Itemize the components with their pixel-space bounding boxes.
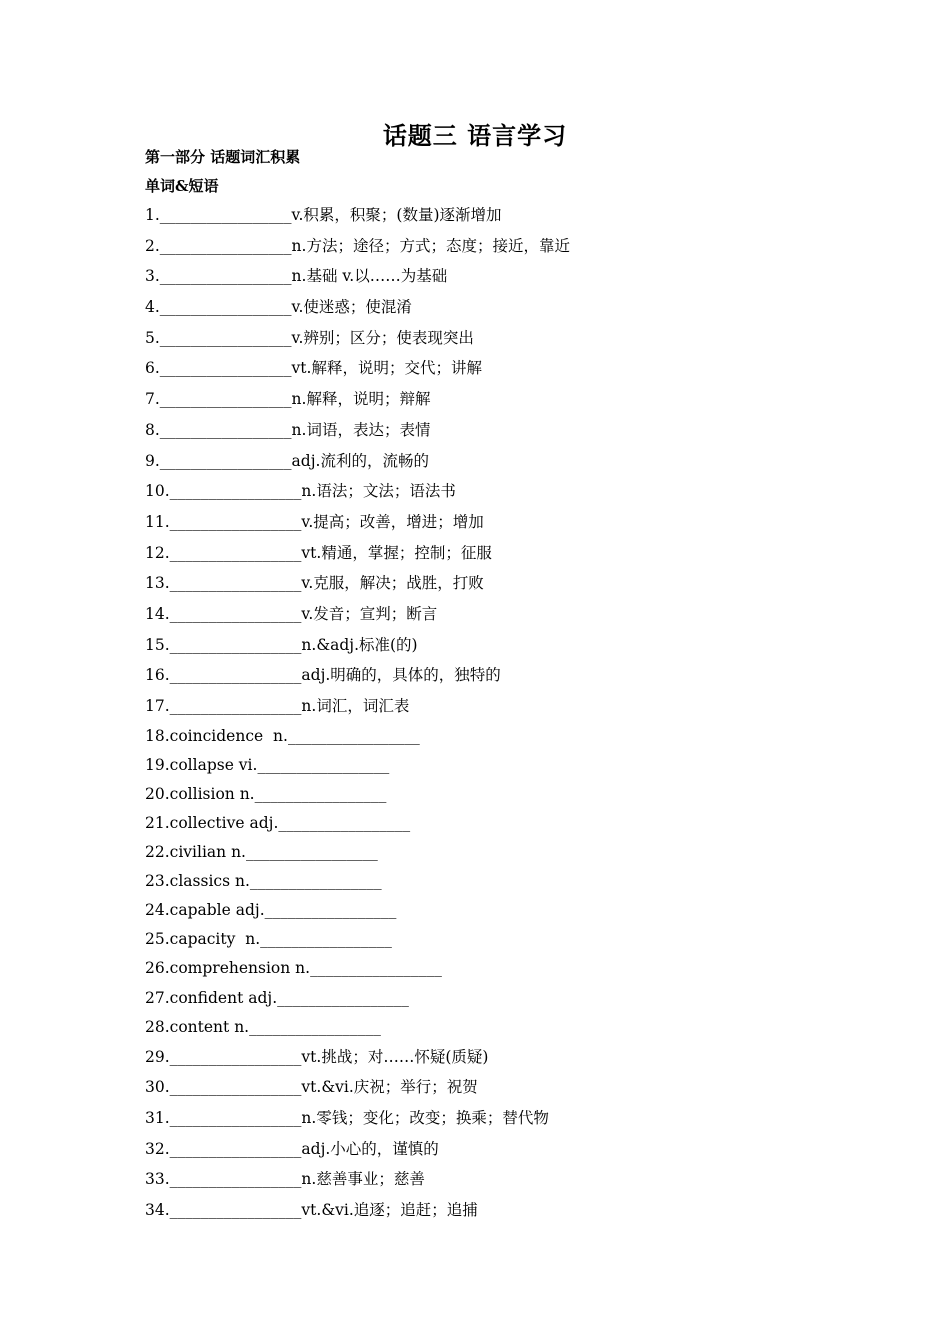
list-item <box>145 261 845 292</box>
answer-blank[interactable]: _________________ <box>249 1017 381 1036</box>
answer-blank[interactable]: _________________ <box>257 755 390 774</box>
answer-blank[interactable]: _________________ <box>169 635 302 654</box>
item-word: collective adj. <box>169 813 279 832</box>
answer-blank[interactable]: _________________ <box>169 574 302 593</box>
answer-blank[interactable]: _________________ <box>159 298 292 317</box>
list-item <box>145 722 845 751</box>
answer-blank[interactable]: _________________ <box>249 872 382 891</box>
answer-blank[interactable]: _________________ <box>169 543 302 562</box>
answer-blank[interactable]: _________________ <box>169 666 302 685</box>
subsection-heading: 单词&短语 <box>145 177 219 195</box>
answer-blank[interactable]: _________________ <box>260 930 392 949</box>
list-item <box>145 200 845 231</box>
item-word: classics n. <box>169 872 250 891</box>
item-number: 28. <box>145 1017 170 1036</box>
item-number: 8. <box>145 420 160 439</box>
item-definition: n.零钱；变化；改变；换乘；替代物 <box>301 1109 549 1128</box>
item-number: 29. <box>145 1047 170 1066</box>
item-number: 26. <box>145 959 170 978</box>
list-item <box>145 507 845 538</box>
list-item <box>145 599 845 630</box>
vocab-group-definitions <box>145 200 845 722</box>
list-item <box>145 751 845 780</box>
item-word: capable adj. <box>169 901 265 920</box>
item-definition: adj.小心的，谨慎的 <box>301 1139 439 1158</box>
list-item <box>145 353 845 384</box>
item-number: 4. <box>145 298 160 317</box>
list-item <box>145 1103 845 1134</box>
item-definition: v.辨别；区分；使表现突出 <box>291 328 474 347</box>
item-number: 7. <box>145 390 160 409</box>
list-item <box>145 231 845 262</box>
item-word: confident adj. <box>169 988 278 1007</box>
list-item <box>145 476 845 507</box>
item-number: 13. <box>145 574 170 593</box>
item-definition: v.提高；改善，增进；增加 <box>301 512 484 531</box>
answer-blank[interactable]: _________________ <box>310 959 442 978</box>
list-item <box>145 630 845 661</box>
item-definition: vt.挑战；对……怀疑(质疑) <box>301 1047 489 1066</box>
item-definition: n.方法；途径；方式；态度；接近，靠近 <box>291 236 570 255</box>
item-number: 5. <box>145 328 160 347</box>
item-definition: n.&adj.标准(的) <box>301 635 418 654</box>
item-definition: n.词语，表达；表情 <box>291 420 431 439</box>
item-number: 2. <box>145 236 160 255</box>
item-definition: v.发音；宣判；断言 <box>301 604 438 623</box>
item-number: 31. <box>145 1109 170 1128</box>
list-item <box>145 954 845 983</box>
answer-blank[interactable]: _________________ <box>169 482 302 501</box>
answer-blank[interactable]: _________________ <box>159 267 292 286</box>
list-item <box>145 1195 845 1226</box>
item-definition: vt.精通，掌握；控制；征服 <box>301 543 492 562</box>
item-word: content n. <box>169 1017 250 1036</box>
list-item <box>145 1134 845 1165</box>
list-item <box>145 896 845 925</box>
item-number: 15. <box>145 635 170 654</box>
vocab-group-words <box>145 722 845 1042</box>
item-definition: v.积累，积聚；(数量)逐渐增加 <box>291 206 502 224</box>
answer-blank[interactable]: _________________ <box>169 604 302 623</box>
answer-blank[interactable]: _________________ <box>159 236 292 255</box>
item-number: 25. <box>145 930 170 949</box>
answer-blank[interactable]: _________________ <box>169 512 302 531</box>
answer-blank[interactable]: _________________ <box>278 813 411 832</box>
list-item <box>145 1042 845 1073</box>
list-item <box>145 838 845 867</box>
item-number: 1. <box>145 206 160 224</box>
list-item <box>145 538 845 569</box>
item-definition: n.词汇，词汇表 <box>301 697 410 715</box>
vocabulary-list <box>145 200 845 1226</box>
item-definition: vt.&vi.追逐；追赶；追捕 <box>301 1201 478 1220</box>
item-word: collapse vi. <box>169 755 258 774</box>
item-definition: adj.明确的，具体的，独特的 <box>301 666 501 685</box>
list-item <box>145 660 845 691</box>
list-item <box>145 984 845 1013</box>
item-number: 14. <box>145 604 170 623</box>
answer-blank[interactable]: _________________ <box>264 901 397 920</box>
list-item <box>145 691 845 722</box>
item-word: capacity n. <box>169 930 261 949</box>
list-item <box>145 1164 845 1195</box>
answer-blank[interactable]: _________________ <box>159 359 292 378</box>
list-item <box>145 415 845 446</box>
list-item <box>145 568 845 599</box>
answer-blank[interactable]: _________________ <box>277 988 409 1007</box>
item-definition: v.克服，解决；战胜，打败 <box>301 574 484 593</box>
item-number: 23. <box>145 872 170 891</box>
answer-blank[interactable]: _________________ <box>159 206 292 224</box>
item-number: 6. <box>145 359 160 378</box>
item-number: 18. <box>145 726 170 745</box>
list-item <box>145 867 845 896</box>
list-item <box>145 809 845 838</box>
item-number: 27. <box>145 988 170 1007</box>
list-item <box>145 925 845 954</box>
answer-blank[interactable]: _________________ <box>169 1078 302 1097</box>
list-item <box>145 384 845 415</box>
item-definition: n.慈善事业；慈善 <box>301 1170 425 1189</box>
item-number: 17. <box>145 697 170 715</box>
item-number: 30. <box>145 1078 170 1097</box>
answer-blank[interactable]: _________________ <box>159 328 292 347</box>
answer-blank[interactable]: _________________ <box>159 390 292 409</box>
item-definition: vt.解释，说明；交代；讲解 <box>291 359 482 378</box>
list-item <box>145 1013 845 1042</box>
item-definition: n.基础 v.以……为基础 <box>291 267 448 286</box>
item-number: 32. <box>145 1139 170 1158</box>
list-item <box>145 1072 845 1103</box>
item-word: civilian n. <box>169 843 246 862</box>
answer-blank[interactable]: _________________ <box>159 451 292 470</box>
item-definition: vt.&vi.庆祝；举行；祝贺 <box>301 1078 478 1097</box>
list-item <box>145 780 845 809</box>
item-number: 20. <box>145 784 170 803</box>
item-word: comprehension n. <box>169 959 311 978</box>
answer-blank[interactable]: _________________ <box>169 1109 302 1128</box>
item-number: 24. <box>145 901 170 920</box>
item-number: 34. <box>145 1201 170 1220</box>
item-word: coincidence n. <box>169 726 288 745</box>
item-number: 21. <box>145 813 170 832</box>
item-word: collision n. <box>169 784 255 803</box>
section-heading: 第一部分 话题词汇积累 <box>145 148 301 166</box>
answer-blank[interactable]: _________________ <box>169 1139 302 1158</box>
item-number: 10. <box>145 482 170 501</box>
item-number: 9. <box>145 451 160 470</box>
item-number: 3. <box>145 267 160 286</box>
item-number: 19. <box>145 755 170 774</box>
item-number: 33. <box>145 1170 170 1189</box>
list-item <box>145 446 845 477</box>
item-definition: v.使迷惑；使混淆 <box>291 298 412 317</box>
answer-blank[interactable]: _________________ <box>169 1201 302 1220</box>
item-definition: adj.流利的，流畅的 <box>291 451 429 470</box>
list-item <box>145 323 845 354</box>
item-definition: n.语法；文法；语法书 <box>301 482 456 501</box>
item-number: 22. <box>145 843 170 862</box>
item-number: 11. <box>145 512 170 531</box>
answer-blank[interactable]: _________________ <box>169 1170 302 1189</box>
answer-blank[interactable]: _________________ <box>159 420 292 439</box>
vocab-group-definitions-2 <box>145 1042 845 1226</box>
answer-blank[interactable]: _________________ <box>169 697 302 715</box>
answer-blank[interactable]: _________________ <box>254 784 387 803</box>
answer-blank[interactable]: _________________ <box>245 843 378 862</box>
list-item <box>145 292 845 323</box>
item-definition: n.解释，说明；辩解 <box>291 390 431 409</box>
answer-blank[interactable]: _________________ <box>169 1047 302 1066</box>
item-number: 16. <box>145 666 170 685</box>
page-title: 话题三 语言学习 <box>382 121 568 150</box>
answer-blank[interactable]: _________________ <box>287 726 420 745</box>
item-number: 12. <box>145 543 170 562</box>
